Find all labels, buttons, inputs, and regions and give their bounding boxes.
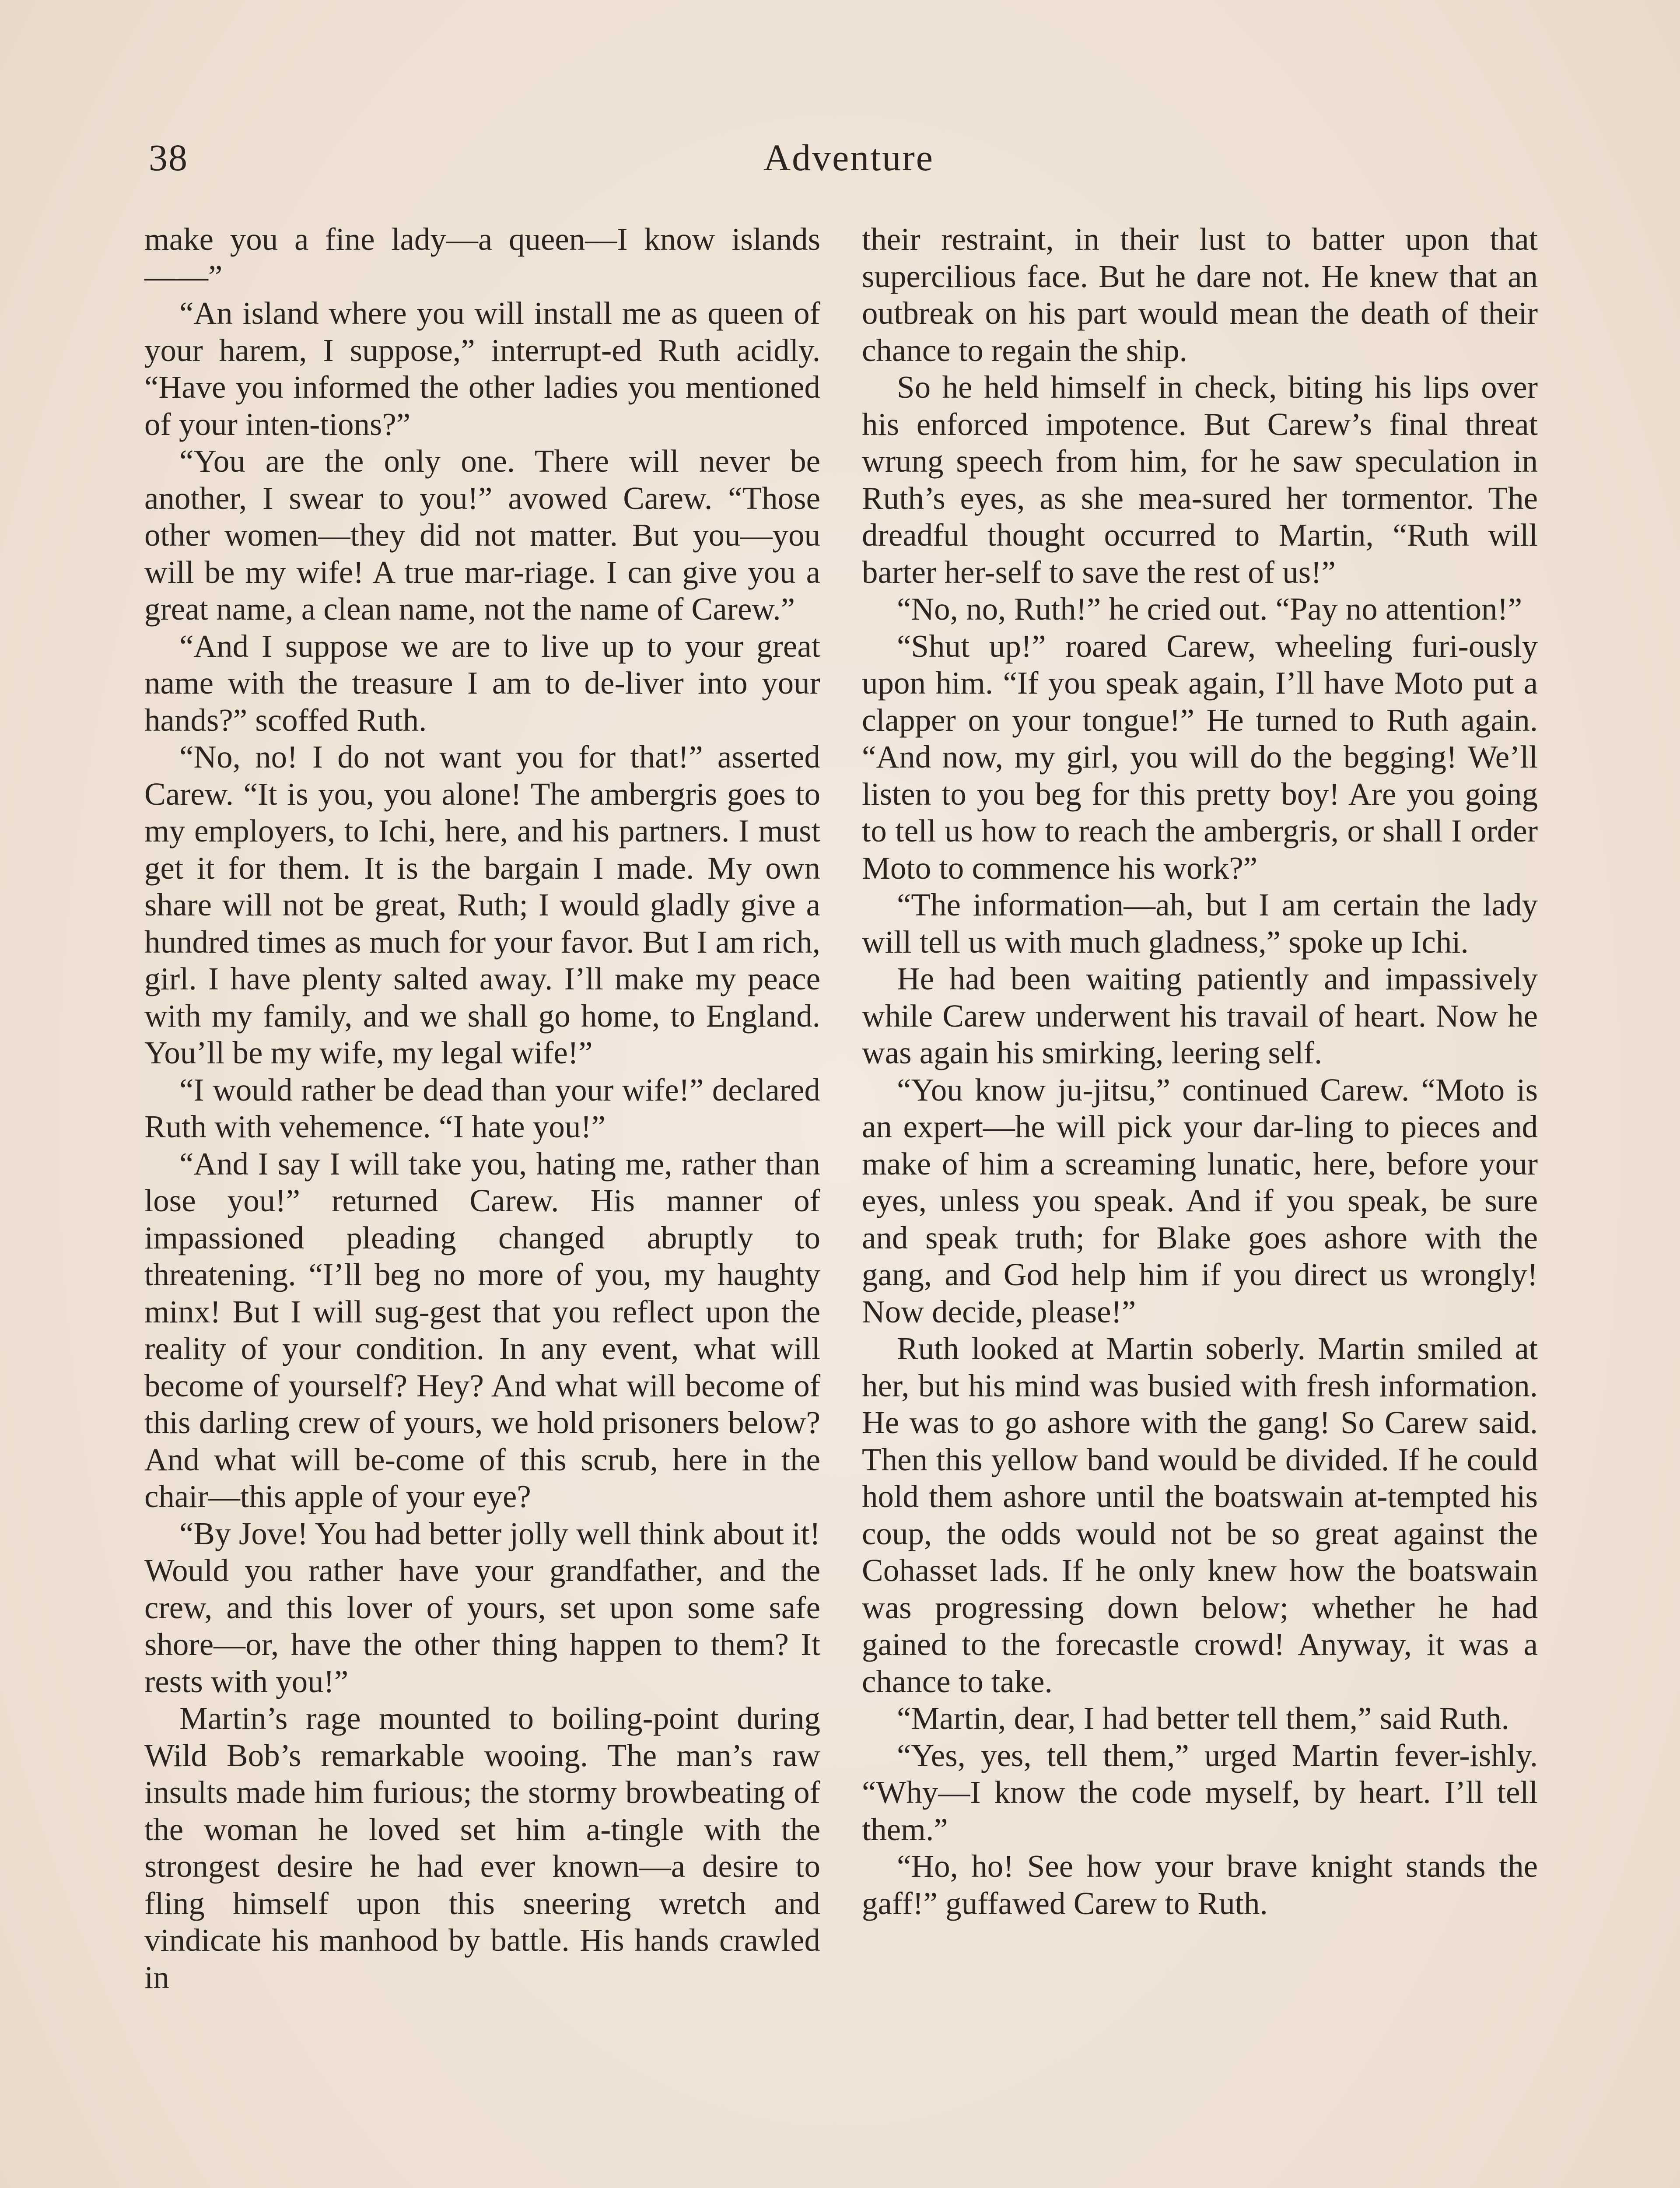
paragraph: “And I suppose we are to live up to your great name with the treasure I am to de-liver into your hands?” scoffed Ruth.: [144, 628, 820, 738]
paragraph: “You are the only one. There will never be another, I swear to you!” avowed Carew. “Those other women—they did not matter. But you—you will be my wife! A true mar-riage. I can give you a great name, a clean name, not the name of Carew.”: [144, 443, 820, 627]
paragraph: “Ho, ho! See how your brave knight stands the gaff!” guffawed Carew to Ruth.: [862, 1848, 1538, 1921]
paragraph: “No, no, Ruth!” he cried out. “Pay no attention!”: [897, 591, 1522, 627]
page-number: 38: [149, 137, 188, 179]
paragraph: Martin’s rage mounted to boiling-point during Wild Bob’s remarkable wooing. The man’s raw insults made him furious; the stormy browbeating of the woman he loved set him a-tingle with the strongest desire he had ever known—a desire to fling himself upon this sneering wretch and vindicate his manhood by battle. His hands crawled in: [144, 1701, 820, 1995]
paragraph: Ruth looked at Martin soberly. Martin smiled at her, but his mind was busied with fresh information. He was to go ashore with the gang! So Carew said. Then this yellow band would be divided. If he could hold them ashore until the boatswain at-tempted his coup, the odds would not be so great against the Cohasset lads. If he only knew how the boatswain was progressing down below; whether he had gained to the forecastle crowd! Anyway, it was a chance to take.: [862, 1331, 1538, 1699]
page-header: [149, 131, 1549, 184]
paragraph: “An island where you will install me as queen of your harem, I suppose,” interrupt-ed Ruth acidly. “Have you informed the other ladies you mentioned of your inten-tions?”: [144, 295, 820, 442]
paragraph: So he held himself in check, biting his lips over his enforced impotence. But Carew’s final threat wrung speech from him, for he saw speculation in Ruth’s eyes, as she mea-sured her tormentor. The dreadful thought occurred to Martin, “Ruth will barter her-self to save the rest of us!”: [862, 369, 1538, 590]
paragraph: “Martin, dear, I had better tell them,” said Ruth.: [897, 1701, 1509, 1736]
paragraph: “No, no! I do not want you for that!” asserted Carew. “It is you, you alone! The ambergris goes to my employers, to Ichi, here, and his partners. I must get it for them. It is the bargain I made. My own share will not be great, Ruth; I would gladly give a hundred times as much for your favor. But I am rich, girl. I have plenty salted away. I’ll make my peace with my family, and we shall go home, to England. You’ll be my wife, my legal wife!”: [144, 739, 820, 1070]
paragraph: “And I say I will take you, hating me, rather than lose you!” returned Carew. His manner of impassioned pleading changed abruptly to threatening. “I’ll beg no more of you, my haughty minx! But I will sug-gest that you reflect upon the reality of your condition. In any event, what will become of yourself? Hey? And what will become of this darling crew of yours, we hold prisoners below? And what will be-come of this scrub, here in the chair—this apple of your eye?: [144, 1146, 820, 1514]
running-title: Adventure: [763, 137, 934, 179]
paragraph: “Shut up!” roared Carew, wheeling furi-ously upon him. “If you speak again, I’ll have Moto put a clapper on your tongue!” He turned to Ruth again. “And now, my girl, you will do the begging! We’ll listen to you beg for this pretty boy! Are you going to tell us how to reach the ambergris, or shall I order Moto to commence his work?”: [862, 628, 1538, 886]
left-column: [144, 221, 820, 1996]
paragraph: make you a fine lady—a queen—I know islands——”: [144, 221, 820, 294]
paragraph: their restraint, in their lust to batter upon that supercilious face. But he dare not. He knew that an outbreak on his part would mean the death of their chance to regain the ship.: [862, 221, 1538, 368]
paragraph: He had been waiting patiently and impassively while Carew underwent his travail of heart. Now he was again his smirking, leering self.: [862, 961, 1538, 1070]
paragraph: “You know ju-jitsu,” continued Carew. “Moto is an expert—he will pick your dar-ling to pieces and make of him a screaming lunatic, here, before your eyes, unless you speak. And if you speak, be sure and speak truth; for Blake goes ashore with the gang, and God help him if you direct us wrongly! Now decide, please!”: [862, 1072, 1538, 1329]
paragraph: “By Jove! You had better jolly well think about it! Would you rather have your grandfather, and the crew, and this lover of yours, set upon some safe shore—or, have the other thing happen to them? It rests with you!”: [144, 1515, 820, 1699]
right-column: [862, 221, 1538, 1922]
paragraph: “The information—ah, but I am certain the lady will tell us with much gladness,” spoke up Ichi.: [862, 887, 1538, 960]
paragraph: “Yes, yes, tell them,” urged Martin fever-ishly. “Why—I know the code myself, by heart. I’ll tell them.”: [862, 1737, 1538, 1847]
paragraph: “I would rather be dead than your wife!” declared Ruth with vehemence. “I hate you!”: [144, 1072, 820, 1144]
